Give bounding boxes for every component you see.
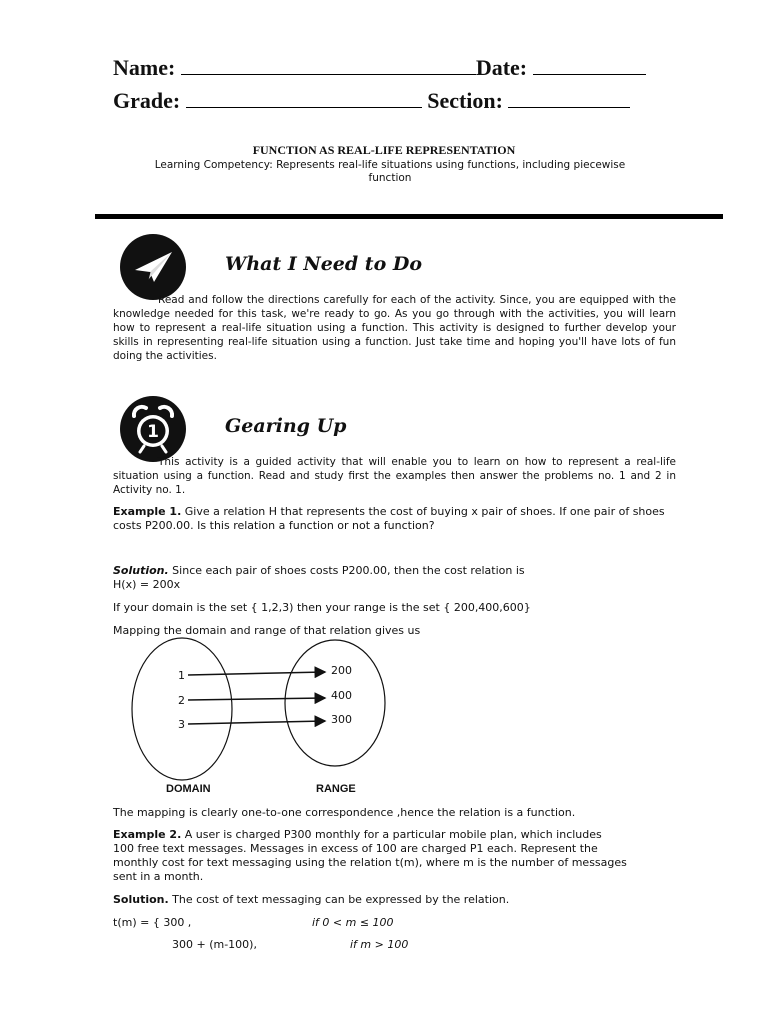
mapping-text: Mapping the domain and range of that relation gives us [113, 624, 421, 637]
grade-label: Grade: [113, 88, 181, 113]
example1-solution [113, 564, 676, 578]
example1-body: Give a relation H that represents the cost of buying x pair of shoes. If one pair of shoes costs P200.00. Is this relation a function or not a function? [113, 505, 665, 532]
name-blank[interactable] [181, 56, 476, 75]
example2-solution-label: Solution. [113, 893, 169, 906]
solution-label: Solution. [113, 564, 169, 577]
range-value-400: 400 [331, 689, 352, 702]
learning-competency [110, 159, 670, 185]
piecewise-case-2-cond: if m > 100 [350, 938, 409, 951]
section-heading-gearing-up: Gearing Up [225, 415, 347, 437]
grade-blank[interactable] [186, 89, 422, 108]
section1-paragraph: Read and follow the directions carefully for each of the activity. Since, you are equipped with the knowledge needed for this task, we're ready to go. As you go through with the activities, you will learn how to represent a real-life situation using a function. This activity is designed to further develop your skills in representing real-life situation using a function. Just take time and hoping you'll have lots of fun doing the activities. [113, 294, 676, 362]
example2-text [113, 828, 683, 884]
range-oval [285, 640, 385, 766]
section-label: Section: [427, 88, 503, 113]
date-blank[interactable] [533, 56, 646, 75]
date-label: Date: [475, 55, 528, 80]
arrow-1-to-200 [188, 672, 325, 675]
domain-value-2: 2 [178, 694, 185, 707]
domain-value-1: 1 [178, 669, 185, 682]
example2-line-4: sent in a month. [113, 870, 204, 883]
alarm-clock-icon [120, 396, 186, 462]
header-divider [95, 214, 723, 219]
formula: H(x) = 200x [113, 578, 181, 591]
example2-line-1 [113, 828, 683, 842]
range-value-600: 300 [331, 713, 352, 726]
competency-line-1: Learning Competency: Represents real-life situations using functions, including piecewise [154, 159, 626, 171]
section-heading-what-i-need: What I Need to Do [225, 253, 423, 275]
example2-line-2: 100 free text messages. Messages in excess of 100 are charged P1 each. Represent the [113, 842, 598, 855]
mapping-diagram [120, 635, 400, 795]
example1-text [113, 505, 676, 533]
section2-paragraph: This activity is a guided activity that will enable you to learn on how to represent a real-life situation using a function. Read and study first the examples then answer the problems no. 1 and 2 in Activity no. 1. [113, 456, 676, 496]
example2-solution [113, 893, 509, 907]
domain-value-3: 3 [178, 718, 185, 731]
example2-label: Example 2. [113, 828, 182, 841]
conclusion-text: The mapping is clearly one-to-one correspondence ,hence the relation is a function. [113, 806, 576, 819]
page-title: FUNCTION AS REAL-LIFE REPRESENTATION [252, 143, 516, 157]
domain-range-text: If your domain is the set { 1,2,3) then your range is the set { 200,400,600} [113, 601, 531, 614]
arrow-2-to-400 [188, 698, 325, 700]
name-field-row [113, 55, 646, 81]
arrow-3-to-600 [188, 721, 325, 724]
section-blank[interactable] [508, 89, 630, 108]
range-value-200: 200 [331, 664, 352, 677]
domain-oval [132, 638, 232, 780]
example1-label: Example 1. [113, 505, 182, 518]
solution-text: Since each pair of shoes costs P200.00, then the cost relation is [168, 564, 525, 577]
paper-plane-icon [120, 234, 186, 300]
name-label: Name: [113, 55, 176, 80]
range-label: RANGE [316, 783, 356, 795]
example2-solution-text: The cost of text messaging can be expressed by the relation. [168, 893, 510, 906]
example2-body-1: A user is charged P300 monthly for a particular mobile plan, which includes [181, 828, 602, 841]
grade-field-row [113, 88, 630, 114]
piecewise-case-2-expr: 300 + (m-100), [172, 938, 257, 951]
piecewise-case-1-cond: if 0 < m ≤ 100 [312, 916, 394, 929]
piecewise-case-1-expr: t(m) = { 300 , [113, 916, 192, 929]
competency-line-2: function [368, 172, 412, 184]
alarm-number: 1 [147, 422, 159, 442]
domain-label: DOMAIN [166, 783, 211, 795]
example2-line-3: monthly cost for text messaging using the relation t(m), where m is the number of messages [113, 856, 627, 869]
